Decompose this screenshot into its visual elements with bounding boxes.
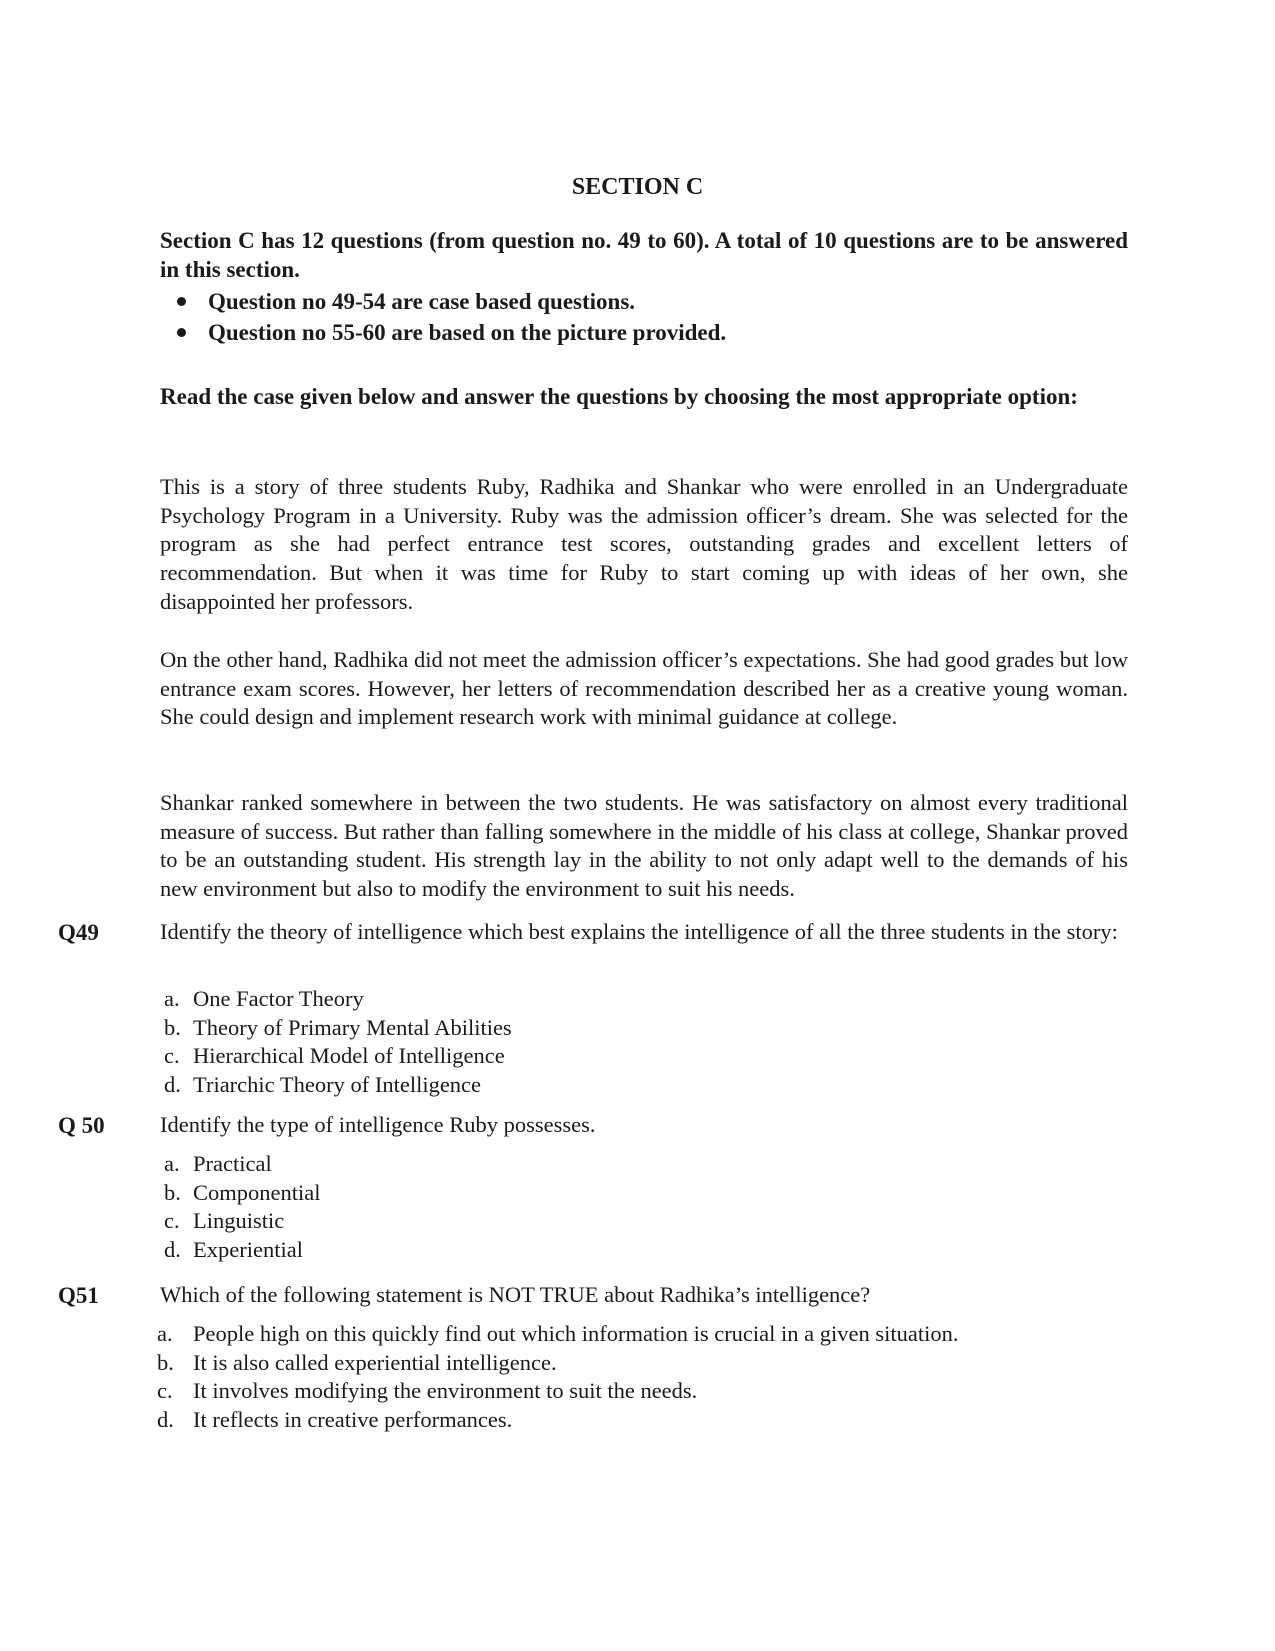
question-text: Identify the theory of intelligence which best explains the intelligence of all the three students in the story: <box>160 919 1118 944</box>
option-letter: d. <box>157 1407 174 1433</box>
question-number: Q49 <box>58 920 99 945</box>
option-letter: d. <box>164 1237 181 1263</box>
option-text: Componential <box>193 1179 321 1205</box>
option-item <box>160 985 1128 1014</box>
option-letter: b. <box>164 1014 181 1040</box>
case-paragraph: On the other hand, Radhika did not meet the admission officer’s expectations. She had good grades but low entrance exam scores. However, her letters of recommendation described her as a creative young woman. She could design and implement research work with minimal guidance at college. <box>160 647 1128 730</box>
question-text: Which of the following statement is NOT TRUE about Radhika’s intelligence? <box>160 1282 871 1307</box>
option-letter: b. <box>157 1349 174 1375</box>
question-options <box>160 985 1128 1100</box>
bullet-item <box>160 317 1128 348</box>
question-number: Q51 <box>58 1283 99 1308</box>
option-text: Triarchic Theory of Intelligence <box>193 1072 482 1098</box>
option-text: Hierarchical Model of Intelligence <box>193 1043 505 1069</box>
section-bullets <box>160 286 1128 348</box>
option-letter: b. <box>164 1179 181 1205</box>
option-item <box>160 1207 1128 1236</box>
section-intro: Section C has 12 questions (from question no. 49 to 60). A total of 10 questions are to be answered in this section. <box>160 228 1128 282</box>
option-item <box>157 1320 1128 1349</box>
option-text: Practical <box>193 1151 272 1176</box>
option-item <box>160 1236 1128 1265</box>
option-item <box>160 1071 1128 1100</box>
case-instruction: Read the case given below and answer the questions by choosing the most appropriate option: <box>160 384 1078 409</box>
option-text: It is also called experiential intelligence. <box>193 1349 557 1375</box>
section-title: SECTION C <box>571 174 704 200</box>
option-item <box>160 1179 1128 1208</box>
option-text: One Factor Theory <box>193 986 364 1011</box>
bullet-text: Question no 49-54 are case based questions. <box>208 289 636 314</box>
option-item <box>157 1349 1128 1378</box>
case-paragraph: Shankar ranked somewhere in between the two students. He was satisfactory on almost every traditional measure of success. But rather than falling somewhere in the middle of his class at college, Shankar proved to be an outstanding student. His strength lay in the ability to not only adapt well to the demands of his new environment but also to modify the environment to suit his needs. <box>160 790 1128 902</box>
option-item <box>157 1377 1128 1406</box>
option-letter: a. <box>157 1321 173 1346</box>
option-letter: a. <box>164 1151 180 1176</box>
question-number: Q 50 <box>58 1113 105 1138</box>
question-options <box>157 1320 1128 1435</box>
option-letter: c. <box>164 1208 180 1234</box>
bullet-dot-icon <box>177 297 186 306</box>
bullet-dot-icon <box>177 328 186 337</box>
option-text: It reflects in creative performances. <box>193 1407 513 1433</box>
option-item <box>160 1150 1128 1179</box>
question-options <box>160 1150 1128 1265</box>
bullet-item <box>160 286 1128 317</box>
option-text: It involves modifying the environment to suit the needs. <box>193 1378 698 1404</box>
option-text: Linguistic <box>193 1208 285 1234</box>
option-text: Experiential <box>193 1237 303 1263</box>
option-letter: c. <box>164 1043 180 1069</box>
option-text: People high on this quickly find out which information is crucial in a given situation. <box>193 1321 959 1346</box>
option-item <box>157 1406 1128 1435</box>
option-letter: d. <box>164 1072 181 1098</box>
question-text: Identify the type of intelligence Ruby possesses. <box>160 1112 596 1137</box>
option-item <box>160 1014 1128 1043</box>
option-letter: a. <box>164 986 180 1011</box>
option-text: Theory of Primary Mental Abilities <box>193 1014 512 1040</box>
bullet-text: Question no 55-60 are based on the picture provided. <box>208 320 727 345</box>
option-letter: c. <box>157 1378 173 1404</box>
option-item <box>160 1042 1128 1071</box>
case-paragraph: This is a story of three students Ruby, Radhika and Shankar who were enrolled in an Undergraduate Psychology Program in a University. Ruby was the admission officer’s dream. She was selected for the program as she had perfect entrance test scores, outstanding grades and excellent letters of recommendation. But when it was time for Ruby to start coming up with ideas of her own, she disappointed her professors. <box>160 474 1128 614</box>
